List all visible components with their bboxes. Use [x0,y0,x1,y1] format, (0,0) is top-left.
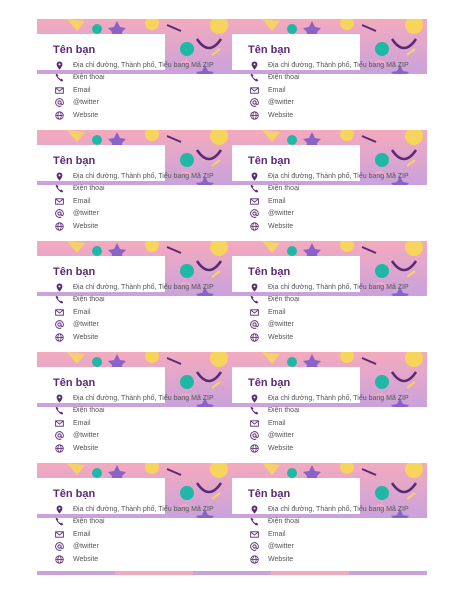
phone-text: Điện thoại [73,74,105,82]
address-text: Địa chỉ đường, Thành phố, Tiểu bang Mã ZIP [268,505,409,513]
envelope-icon [53,528,65,540]
twitter-row [53,208,231,221]
business-card [37,241,232,351]
business-card [232,241,427,351]
phone-icon [53,405,65,417]
phone-icon [248,405,260,417]
email-text: Email [268,419,286,427]
phone-icon [248,516,260,528]
email-text: Email [73,419,91,427]
website-row [53,331,231,344]
website-text: Website [73,555,99,563]
business-card [232,352,427,462]
twitter-row [53,541,231,554]
email-row [53,306,231,319]
phone-row [53,183,231,196]
email-text: Email [268,197,286,205]
address-text: Địa chỉ đường, Thành phố, Tiểu bang Mã ZIP [268,394,409,402]
envelope-icon [53,306,65,318]
phone-text: Điện thoại [73,518,105,526]
address-text: Địa chỉ đường, Thành phố, Tiểu bang Mã ZIP [73,61,214,69]
twitter-row [248,208,426,221]
twitter-text: @twitter [73,543,99,551]
phone-icon [53,294,65,306]
twitter-row [248,319,426,332]
at-sign-icon [248,430,260,442]
email-text: Email [268,308,286,316]
card-name: Tên bạn [53,377,96,389]
website-row [248,331,426,344]
twitter-text: @twitter [268,99,294,107]
address-row [248,170,426,183]
website-row [248,553,426,566]
email-text: Email [268,86,286,94]
globe-icon [53,331,65,343]
address-row [248,59,426,72]
email-row [53,195,231,208]
card-name: Tên bạn [53,266,96,278]
address-row [53,59,231,72]
business-card [37,352,232,462]
envelope-icon [53,417,65,429]
business-card [232,19,427,129]
address-row [53,281,231,294]
map-pin-icon [248,281,260,293]
twitter-row [248,541,426,554]
website-text: Website [73,111,99,119]
contact-info [53,59,231,122]
globe-icon [248,109,260,121]
twitter-text: @twitter [268,543,294,551]
globe-icon [248,442,260,454]
address-text: Địa chỉ đường, Thành phố, Tiểu bang Mã ZIP [73,394,214,402]
contact-info [248,392,426,455]
map-pin-icon [53,170,65,182]
card-name: Tên bạn [248,44,291,56]
at-sign-icon [248,97,260,109]
envelope-icon [248,528,260,540]
phone-row [53,72,231,85]
twitter-text: @twitter [268,432,294,440]
address-text: Địa chỉ đường, Thành phố, Tiểu bang Mã ZIP [73,283,214,291]
globe-icon [53,442,65,454]
email-row [53,84,231,97]
website-row [248,442,426,455]
twitter-row [53,430,231,443]
at-sign-icon [53,319,65,331]
twitter-text: @twitter [268,321,294,329]
phone-icon [53,516,65,528]
phone-text: Điện thoại [73,185,105,193]
email-text: Email [268,530,286,538]
globe-icon [53,553,65,565]
phone-icon [248,183,260,195]
at-sign-icon [53,541,65,553]
address-text: Địa chỉ đường, Thành phố, Tiểu bang Mã ZIP [73,505,214,513]
website-text: Website [73,333,99,341]
contact-info [53,503,231,566]
card-name: Tên bạn [248,377,291,389]
website-text: Website [268,555,294,563]
website-row [248,220,426,233]
twitter-row [248,97,426,110]
twitter-text: @twitter [73,432,99,440]
phone-text: Điện thoại [268,407,300,415]
website-row [53,109,231,122]
address-text: Địa chỉ đường, Thành phố, Tiểu bang Mã ZIP [268,61,409,69]
address-row [53,170,231,183]
email-text: Email [73,86,91,94]
website-text: Website [268,333,294,341]
card-name: Tên bạn [53,488,96,500]
at-sign-icon [53,208,65,220]
globe-icon [248,553,260,565]
business-card [232,463,427,573]
email-row [248,306,426,319]
globe-icon [248,220,260,232]
phone-row [53,516,231,529]
card-name: Tên bạn [248,266,291,278]
email-row [53,528,231,541]
address-text: Địa chỉ đường, Thành phố, Tiểu bang Mã ZIP [73,172,214,180]
phone-row [248,405,426,418]
twitter-text: @twitter [73,99,99,107]
phone-text: Điện thoại [268,74,300,82]
envelope-icon [248,84,260,96]
map-pin-icon [248,503,260,515]
phone-text: Điện thoại [73,407,105,415]
email-text: Email [73,530,91,538]
phone-text: Điện thoại [268,296,300,304]
envelope-icon [248,417,260,429]
envelope-icon [248,195,260,207]
email-text: Email [73,308,91,316]
phone-icon [53,183,65,195]
phone-row [248,72,426,85]
twitter-row [53,319,231,332]
phone-text: Điện thoại [268,518,300,526]
envelope-icon [248,306,260,318]
email-row [248,195,426,208]
globe-icon [53,109,65,121]
phone-icon [53,72,65,84]
at-sign-icon [248,541,260,553]
address-row [53,503,231,516]
twitter-row [248,430,426,443]
globe-icon [53,220,65,232]
map-pin-icon [248,59,260,71]
contact-info [53,392,231,455]
phone-row [53,294,231,307]
website-text: Website [268,111,294,119]
map-pin-icon [53,503,65,515]
email-row [248,417,426,430]
phone-row [248,516,426,529]
contact-info [248,281,426,344]
at-sign-icon [53,97,65,109]
phone-row [53,405,231,418]
footer-strip [37,571,427,575]
card-name: Tên bạn [248,155,291,167]
website-row [53,220,231,233]
email-text: Email [73,197,91,205]
address-row [53,392,231,405]
map-pin-icon [53,392,65,404]
website-row [53,442,231,455]
twitter-row [53,97,231,110]
business-card-sheet [37,19,427,579]
envelope-icon [53,84,65,96]
map-pin-icon [248,170,260,182]
contact-info [248,59,426,122]
card-name: Tên bạn [248,488,291,500]
contact-info [248,170,426,233]
contact-info [248,503,426,566]
globe-icon [248,331,260,343]
phone-text: Điện thoại [73,296,105,304]
address-row [248,281,426,294]
map-pin-icon [248,392,260,404]
at-sign-icon [53,430,65,442]
website-text: Website [73,444,99,452]
email-row [248,84,426,97]
twitter-text: @twitter [73,210,99,218]
address-row [248,392,426,405]
email-row [53,417,231,430]
address-text: Địa chỉ đường, Thành phố, Tiểu bang Mã ZIP [268,172,409,180]
email-row [248,528,426,541]
phone-text: Điện thoại [268,185,300,193]
website-row [53,553,231,566]
twitter-text: @twitter [268,210,294,218]
phone-row [248,183,426,196]
business-card [232,130,427,240]
map-pin-icon [53,59,65,71]
envelope-icon [53,195,65,207]
business-card [37,463,232,573]
map-pin-icon [53,281,65,293]
at-sign-icon [248,319,260,331]
phone-icon [248,294,260,306]
address-text: Địa chỉ đường, Thành phố, Tiểu bang Mã ZIP [268,283,409,291]
website-text: Website [73,222,99,230]
business-card [37,19,232,129]
at-sign-icon [248,208,260,220]
phone-icon [248,72,260,84]
contact-info [53,281,231,344]
address-row [248,503,426,516]
card-name: Tên bạn [53,44,96,56]
card-name: Tên bạn [53,155,96,167]
business-card [37,130,232,240]
phone-row [248,294,426,307]
website-row [248,109,426,122]
contact-info [53,170,231,233]
website-text: Website [268,222,294,230]
twitter-text: @twitter [73,321,99,329]
website-text: Website [268,444,294,452]
